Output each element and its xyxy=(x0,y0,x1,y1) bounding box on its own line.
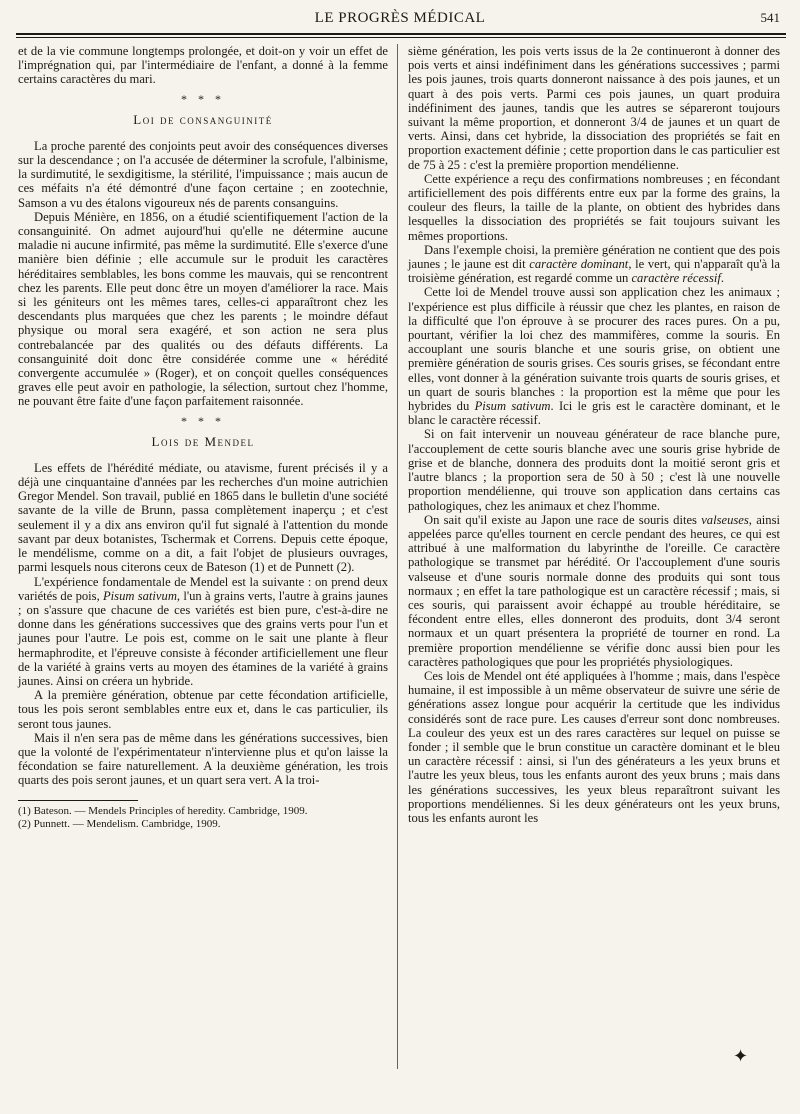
italic-term: valseuses xyxy=(701,512,749,527)
text-run: On sait qu'il existe au Japon une race de souris dites xyxy=(424,512,702,527)
footnote: (1) Bateson. — Mendels Principles of heredity. Cambridge, 1909. xyxy=(18,804,308,817)
section-title-consanguinite: Loi de consanguinité xyxy=(133,111,273,127)
section-separator: * * * xyxy=(181,91,225,106)
page-header xyxy=(0,0,800,40)
paragraph: Cette expérience a reçu des confirmations nombreuses ; en fécondant artificiellement des pois différents entre eux par la forme des grains, la couleur des fleurs, la taille de la plante, on obtient des hybrides dans lesquelles la dissociation des propriétés se fait toujours suivant les mêmes proportions. xyxy=(408,171,780,243)
intro-paragraph: et de la vie commune longtemps prolongée, et doit-on y voir un effet de l'imprégnation qui, par l'intermédiaire de l'enfant, a donné à la femme certains caractères du mari. xyxy=(18,44,388,87)
text-run: , le vert, qui n'apparaît qu'à la troisième génération, est regardé comme un xyxy=(408,257,780,286)
right-column xyxy=(408,44,780,825)
text-run: L'expérience fondamentale de Mendel est la suivante : on prend deux variétés de pois, xyxy=(18,574,388,603)
paragraph xyxy=(408,243,780,286)
running-title: LE PROGRÈS MÉDICAL xyxy=(314,10,486,26)
paragraph xyxy=(408,285,780,427)
paragraph: Mais il n'en sera pas de même dans les générations successives, bien que la volonté de l'expérimentateur n'intervienne plus et qu'on laisse la fécondation se faire naturellement. A la deuxième génération, les trois quarts des pois seront jaunes, et un quart sera vert. A la troi- xyxy=(18,730,388,788)
column-divider xyxy=(397,44,398,1069)
section-separator: * * * xyxy=(181,413,225,428)
paragraph: Si on fait intervenir un nouveau générateur de race blanche pure, l'accouplement de cette souris blanche avec une souris grise hybride de grise et de blanche, donnera des produits dont la moitié seront gris et l'autre blancs ; la proportion sera de 50 à 50 ; c'est là une nouvelle proportion mendélienne, qui trouve son application dans certains cas pathologiques, chez les animaux et chez l'homme. xyxy=(408,427,780,513)
header-rule-thin xyxy=(16,37,786,38)
paragraph xyxy=(18,575,388,689)
paragraph: La proche parenté des conjoints peut avoir des conséquences diverses sur la descendance ; on l'a accusée de déterminer la scrofule, l'albinisme, la surdimutité, le sexdigitisme, la stérilité, l'impuissance ; mais aucun de ces méfaits n'a été démontré d'une façon certaine ; en zootechnie, Samson a vu des étalons vigoureux nés de parents consanguins. xyxy=(18,138,388,210)
text-run: Cette loi de Mendel trouve aussi son application chez les animaux ; l'expérience est plus difficile à réussir que chez les plantes, en raison de la difficulté que l'on éprouve à se procurer des races pures. On a pu, pourtant, vérifier la loi chez des mammifères, comme la souris. En accouplant une souris blanche et une souris grise, on obtient une première génération de souris grises. Ces souris grises, se fécondant entre elles, vont donner à la génération suivante trois quarts de souris grises, et un quart de souris blanches : la proportion est la même que pour les hybrides du xyxy=(408,285,780,414)
italic-term: caractère dominant xyxy=(529,257,629,272)
text-run: , l'un à grains verts, l'autre à grains jaunes ; on s'assure que chacune de ces variétés est bien pure, c'est-à-dire ne donne dans les générations successives que des grains verts pour l'un et jaunes pour l'autre. Le pois est, comme on le sait une plante à fleur hermaphrodite, et l'épreuve consiste à féconder artificiellement une fleur de la variété à grains verts au moyen des étamines de la variété à grains jaunes. Ainsi on créera un hybride. xyxy=(18,588,389,688)
footnote-rule xyxy=(18,800,138,801)
section-title-mendel: Lois de Mendel xyxy=(151,433,255,449)
italic-term: Pisum sativum xyxy=(102,588,177,603)
header-rule xyxy=(16,33,786,35)
text-run: . Ici le gris est le caractère dominant, et le blanc le caractère récessif. xyxy=(408,399,781,428)
text-run: , ainsi appelées parce qu'elles tournent en cercle pendant des heures, ce qui est attribué à une malformation du labyrinthe de l'oreille. Ce caractère pathologique se transmet par hérédité. Or l'accouplement d'une souris valseuse et d'une souris normale donne des produits qui sont tous normaux ; en effet la tare pathologique est un caractère récessif ; mais, si ces souris, qui paraissent avoir échappé au trouble héréditaire, se fécondent entre elles, elles donneront des produits, dont 3/4 seront normaux et un quart présentera la propriété de tourner en rond. La première proportion mendélienne se vérifie donc aussi bien pour les caractères pathologiques que pour les propriétés physiologiques. xyxy=(408,512,780,669)
ornament-icon: ✦ xyxy=(733,1046,749,1067)
paragraph: sième génération, les pois verts issus de la 2e continueront à donner des pois verts et ainsi indéfiniment dans les générations successives ; parmi les pois jaunes, trois quarts donneront naissance à des pois jaunes, et un quart à des pois verts. Parmi ces pois jaunes, un quart produira indéfiniment des jaunes, tandis que les autres se sépareront toujours suivant la même proportion, et donneront 3/4 de jaunes et un quart de verts. Ainsi, dans cet hybride, la dissociation des propriétés se fait en proportion exactement définie ; cette proportion dans le cas particulier est de 75 à 25 : c'est la première proportion mendélienne. xyxy=(408,44,780,172)
page-number: 541 xyxy=(760,10,780,25)
italic-term: caractère récessif xyxy=(631,271,721,286)
paragraph: Ces lois de Mendel ont été appliquées à l'homme ; mais, dans l'espèce humaine, il est impossible à un même observateur de suivre une série de générations assez longue pour acquérir la certitude que les individus considérés sont de race pure. Les causes d'erreur sont donc nombreuses. La couleur des yeux est un des rares caractères sur lequel on puisse se fonder ; il semble que le brun constitue un caractère dominant et le bleu un caractère récessif : ainsi, si l'un des générateurs a les yeux bruns et l'autre les yeux bleus, tous les enfants auront des yeux bruns ; mais dans les générations successives, les yeux bleus reparaîtront suivant les proportions mendéliennes. Si les deux générateurs ont les yeux bruns, tous les enfants auront les xyxy=(408,668,780,825)
text-run: Dans l'exemple choisi, la première génération ne contient que des pois jaunes ; le jaune est dit xyxy=(408,242,780,272)
text-run: . xyxy=(720,271,725,286)
left-column xyxy=(18,44,388,831)
paragraph: Depuis Ménière, en 1856, on a étudié scientifiquement l'action de la consanguinité. On admet aujourd'hui qu'elle ne détermine aucune maladie ni aucune infirmité, pas même la surdimutité. Elle s'exerce d'une manière bien définie ; elle accumule sur le produit les caractères héréditaires semblables, les bons comme les mauvais, qui se rencontrent chez les parents. Elle peut donc être un moyen d'améliorer la race. Mais si les géniteurs ont les mêmes tares, celles-ci apparaîtront chez les descendants plus marquées que chez les parents ; le moindre défaut physique ou moral sera exagéré, et son action ne sera plus contrebalancée par des qualités ou des défauts différents. La consanguinité doit donc être considérée comme une « hérédité convergente accumulée » (Roger), et on conçoit quelles conséquences graves elle peut avoir en pathologie, la sélection, surtout chez l'homme, ne pouvant être faite d'une façon parfaitement raisonnée. xyxy=(18,209,388,409)
paragraph: Les effets de l'hérédité médiate, ou atavisme, furent précisés il y a déjà une cinquantaine d'années par les recherches d'un moine autrichien Gregor Mendel. Son travail, publié en 1865 dans le bulletin d'une société savante de la ville de Brunn, passa complètement inaperçu ; et c'est seulement il y a dix ans environ qu'il fut signalé à l'attention du monde savant par deux botanistes, Tschermak et Correns. Depuis cette époque, le mendélisme, comme on a dit, a fait l'objet de plusieurs ouvrages, parmi lesquels nous citerons ceux de Bateson (1) et de Punnett (2). xyxy=(18,460,388,575)
footnote: (2) Punnett. — Mendelism. Cambridge, 1909. xyxy=(18,817,221,830)
paragraph: A la première génération, obtenue par cette fécondation artificielle, tous les pois seront semblables entre eux et, dans le cas particulier, ils seront tous jaunes. xyxy=(18,688,388,731)
paragraph xyxy=(408,513,780,669)
italic-term: Pisum sativum xyxy=(474,399,551,414)
